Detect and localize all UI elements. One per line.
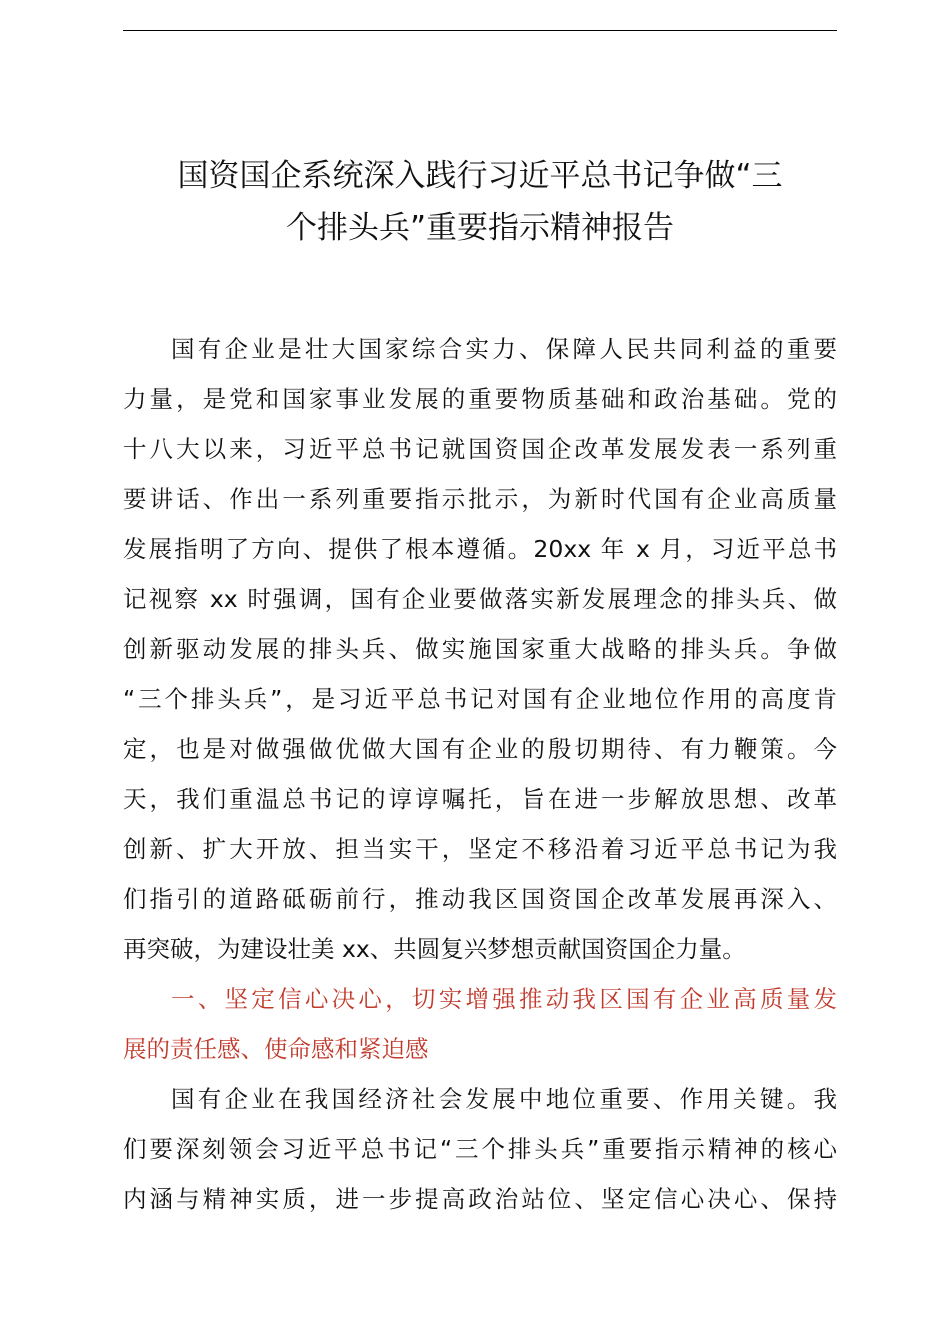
text-line: 们要深刻领会习近平总书记“三个排头兵”重要指示精神的核心 xyxy=(123,1135,837,1163)
document-title xyxy=(123,150,837,254)
text-line: 发展指明了方向、提供了根本遵循。20xx 年 x 月，习近平总书 xyxy=(123,535,837,563)
paragraph-intro xyxy=(123,324,837,974)
text-line: 天，我们重温总书记的谆谆嘱托，旨在进一步解放思想、改革 xyxy=(123,785,837,813)
text-line: 创新、扩大开放、担当实干，坚定不移沿着习近平总书记为我 xyxy=(123,835,837,863)
heading-line: 展的责任感、使命感和紧迫感 xyxy=(123,1035,429,1063)
text-line: 力量，是党和国家事业发展的重要物质基础和政治基础。党的 xyxy=(123,385,837,413)
text-line: 内涵与精神实质，进一步提高政治站位、坚定信心决心、保持 xyxy=(123,1185,837,1213)
text-line: 创新驱动发展的排头兵、做实施国家重大战略的排头兵。争做 xyxy=(123,635,837,663)
text-line: 定，也是对做强做优做大国有企业的殷切期待、有力鞭策。今 xyxy=(123,735,837,763)
text-line: 们指引的道路砥砺前行，推动我区国资国企改革发展再深入、 xyxy=(123,885,837,913)
text-line: 要讲话、作出一系列重要指示批示，为新时代国有企业高质量 xyxy=(123,485,837,513)
text-line: 国有企业是壮大国家综合实力、保障人民共同利益的重要 xyxy=(171,335,837,363)
section-heading-1 xyxy=(123,974,837,1074)
text-line: 十八大以来，习近平总书记就国资国企改革发展发表一系列重 xyxy=(123,435,837,463)
text-line: 国有企业在我国经济社会发展中地位重要、作用关键。我 xyxy=(171,1085,837,1113)
heading-line: 一、坚定信心决心，切实增强推动我区国有企业高质量发 xyxy=(171,985,837,1013)
text-line: 记视察 xx 时强调，国有企业要做落实新发展理念的排头兵、做 xyxy=(123,585,837,613)
text-line: 再突破，为建设壮美 xx、共圆复兴梦想贡献国资国企力量。 xyxy=(123,935,746,963)
document-body xyxy=(123,324,837,1224)
title-line-1: 国资国企系统深入践行习近平总书记争做“三 xyxy=(177,158,783,194)
title-line-2: 个排头兵”重要指示精神报告 xyxy=(285,210,675,246)
text-line: “三个排头兵”，是习近平总书记对国有企业地位作用的高度肯 xyxy=(123,685,837,713)
paragraph-section-1 xyxy=(123,1074,837,1224)
header-rule xyxy=(123,30,837,31)
